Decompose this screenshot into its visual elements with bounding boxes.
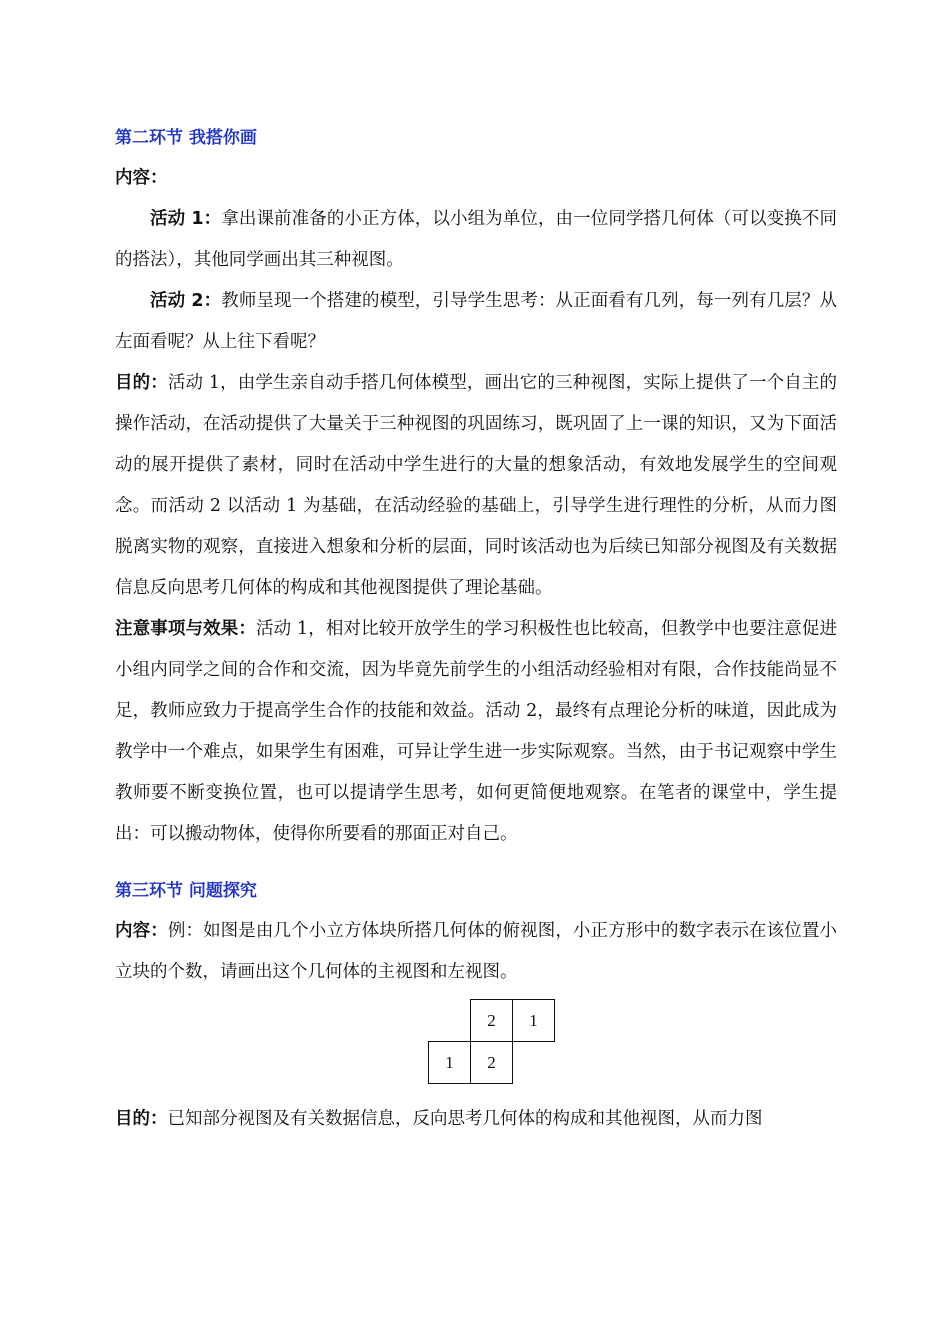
notes-text: 活动 1，相对比较开放学生的学习积极性也比较高，但教学中也要注意促进小组内同学之间的合作和交流，因为毕竟先前学生的小组活动经验相对有限，合作技能尚显不足，教师应致力于提高学生合作的技能和效益。活动 2，最终有点理论分析的味道，因此成为教学中一个难点，如果学生有困难，可异让学生进一步实际观察。当然，由于书记观察中学生教师要不断变换位置，也可以提请学生思考，如何更简便地观察。在笔者的课堂中，学生提出：可以搬动物体，使得你所要看的那面正对自己。 [115,619,838,844]
section-gap [115,855,837,871]
section3-content-paragraph [115,911,837,993]
activity1-label: 活动 1： [150,209,222,229]
grid-cell-bottom-left: 1 [428,1041,471,1084]
section2-content-line [115,158,837,199]
section3-content-text: 例：如图是由几个小立方体块所搭几何体的俯视图，小正方形中的数字表示在该位置小立块的个数，请画出这个几何体的主视图和左视图。 [115,921,838,982]
top-view-grid-figure [115,999,837,1099]
grid-cell-top-left: 2 [470,999,513,1042]
section2-title: 第二环节 我搭你画 [115,128,257,148]
document-content [115,118,837,1140]
activity2-label: 活动 2： [150,291,222,311]
activity2-paragraph [115,281,837,363]
grid-cell-top-right: 1 [512,999,555,1042]
grid-cell-bottom-right: 2 [470,1041,513,1084]
content-label: 内容： [115,168,168,188]
activity2-text: 教师呈现一个搭建的模型，引导学生思考：从正面看有几列，每一列有几层？从左面看呢？从上往下看呢？ [115,291,837,352]
purpose-paragraph [115,363,837,609]
notes-label: 注意事项与效果： [115,619,257,639]
activity1-text: 拿出课前准备的小正方体，以小组为单位，由一位同学搭几何体（可以变换不同的搭法），其他同学画出其三种视图。 [115,209,837,270]
section3-purpose-text: 已知部分视图及有关数据信息，反向思考几何体的构成和其他视图，从而力图 [167,1109,763,1129]
purpose-label: 目的： [115,373,168,393]
activity1-paragraph [115,199,837,281]
section3-title: 第三环节 问题探究 [115,881,257,901]
purpose-text: 活动 1，由学生亲自动手搭几何体模型，画出它的三种视图，实际上提供了一个自主的操作活动，在活动提供了大量关于三种视图的巩固练习，既巩固了上一课的知识，又为下面活动的展开提供了素材，同时在活动中学生进行的大量的想象活动，有效地发展学生的空间观念。而活动 2 以活动 1 为基础，在活动经验的基础上，引导学生进行理性的分析，从而力图脱离实物的观察，直接进入想象和分析的层面，同时该活动也为后续已知部分视图及有关数据信息反向思考几何体的构成和其他视图提供了理论基础。 [115,373,837,598]
section3-content-label: 内容： [115,921,168,941]
section3-purpose-label: 目的： [115,1109,168,1129]
section3-purpose-paragraph [115,1099,837,1140]
notes-paragraph [115,609,837,855]
